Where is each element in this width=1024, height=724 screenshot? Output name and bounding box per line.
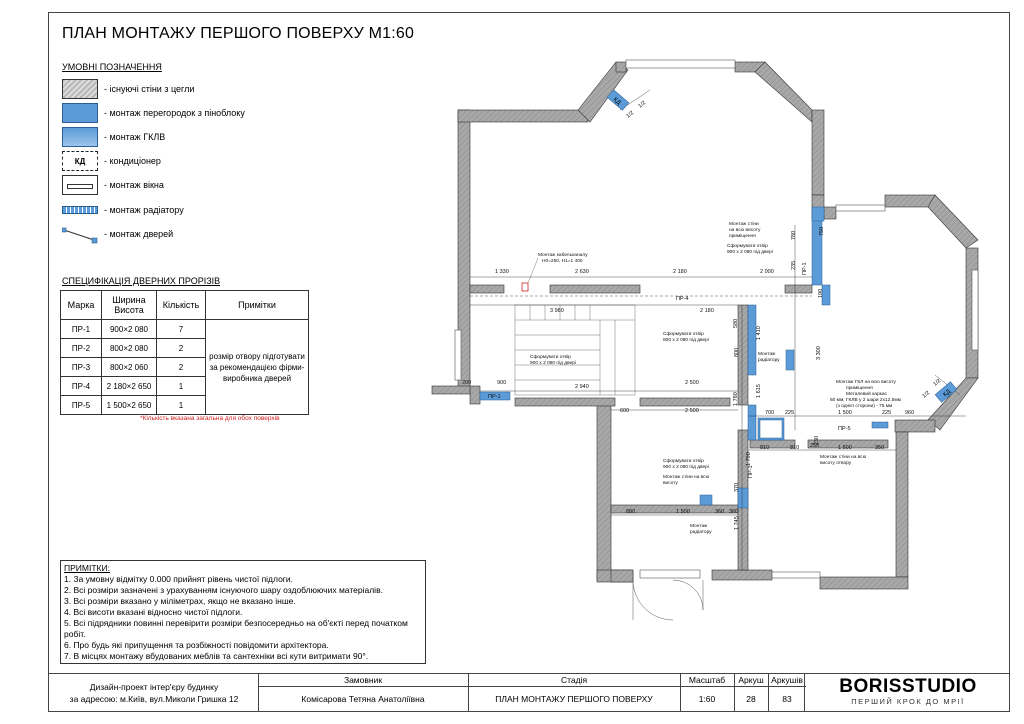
cell-size: 800×2 060: [102, 358, 157, 377]
note-item: 7. В місцях монтажу вбудованих меблів та сантехніки всі кути витримати 90°.: [64, 651, 369, 661]
svg-text:КД: КД: [942, 388, 953, 399]
cell-size: 1 500×2 650: [102, 396, 157, 415]
svg-text:1 330: 1 330: [495, 269, 509, 275]
legend-item-foam: [62, 102, 245, 124]
svg-text:ПР-4: ПР-4: [676, 296, 689, 302]
legend-label: - монтаж ГКЛВ: [104, 132, 166, 142]
svg-text:810: 810: [790, 445, 800, 451]
existing-walls: [432, 62, 978, 589]
svg-text:2 500: 2 500: [685, 380, 699, 386]
svg-text:Монтаж кабельканалу: Монтаж кабельканалу: [538, 253, 588, 258]
gklv-swatch: [62, 127, 98, 147]
legend-label: - монтаж вікна: [104, 180, 164, 190]
svg-text:ПР-1: ПР-1: [802, 262, 808, 275]
svg-text:1 500: 1 500: [838, 445, 852, 451]
page-title: ПЛАН МОНТАЖУ ПЕРШОГО ПОВЕРХУ М1:60: [62, 25, 415, 42]
svg-text:2 180: 2 180: [700, 308, 714, 314]
cell-mark: ПР-3: [61, 358, 102, 377]
legend-label: - монтаж перегородок з піноблоку: [104, 108, 245, 118]
sheet-header: Аркуш: [738, 675, 764, 685]
svg-text:900 x 2 080 під двері: 900 x 2 080 під двері: [727, 250, 773, 255]
svg-text:Монтаж стіни на всю: Монтаж стіни на всю: [663, 475, 710, 480]
legend-label: - монтаж дверей: [104, 229, 174, 239]
svg-text:900: 900: [497, 380, 507, 386]
legend-label: - існуючі стіни з цегли: [104, 84, 195, 94]
svg-text:висоту: висоту: [663, 481, 678, 486]
svg-text:2 630: 2 630: [575, 269, 589, 275]
svg-text:радіатору: радіатору: [758, 358, 780, 363]
cell-mark: ПР-4: [61, 377, 102, 396]
svg-text:Металевий каркас: Металевий каркас: [846, 392, 887, 397]
spec-footnote: *Кількість вказана загальна для обох поверхів: [140, 415, 280, 422]
svg-text:1 745: 1 745: [734, 516, 740, 530]
sheet-number: 28: [746, 694, 756, 704]
svg-text:Монтаж: Монтаж: [758, 352, 776, 357]
svg-text:880: 880: [626, 509, 636, 515]
table-row: [61, 320, 309, 339]
svg-text:2 500: 2 500: [685, 408, 699, 414]
svg-text:1 780: 1 780: [733, 392, 739, 406]
svg-text:900 x 2 080 під двері: 900 x 2 080 під двері: [530, 361, 576, 366]
cell-mark: ПР-1: [61, 320, 102, 339]
svg-text:3 980: 3 980: [550, 308, 564, 314]
window-icon: [62, 175, 98, 195]
cell-note: розмір отвору підготувати за рекомендацією фірми-виробника дверей: [206, 320, 309, 415]
col-header: Кількість: [157, 291, 206, 320]
foam-block-swatch: [62, 103, 98, 123]
svg-text:350: 350: [875, 445, 885, 451]
note-item: 1. За умовну відмітку 0.000 прийнят рівень чистої підлоги.: [64, 574, 294, 584]
svg-text:приміщення: приміщення: [729, 234, 756, 239]
svg-text:Монтаж стіни: Монтаж стіни: [729, 222, 759, 227]
svg-text:235: 235: [791, 260, 797, 270]
note-item: 2. Всі розміри зазначені з урахуванням існуючого шару оздоблюючих матеріалів.: [64, 585, 383, 595]
legend-item-ac: [62, 150, 161, 172]
air-conditioner-icon: КД: [62, 151, 98, 171]
svg-text:ПР-1: ПР-1: [488, 394, 501, 400]
dimension-texts: [462, 227, 914, 530]
svg-text:Монтаж стіни на всю: Монтаж стіни на всю: [820, 455, 867, 460]
cell-size: 800×2 080: [102, 339, 157, 358]
svg-text:2 180: 2 180: [673, 269, 687, 275]
svg-text:1 500: 1 500: [676, 509, 690, 515]
cell-size: 2 180×2 650: [102, 377, 157, 396]
scale-header: Масштаб: [688, 675, 726, 685]
svg-text:H0=250, H1=1 400: H0=250, H1=1 400: [542, 259, 583, 264]
note-item: 3. Всі розміри вказано у міліметрах, якщо не вказано інше.: [64, 596, 296, 606]
svg-text:Монтаж ГКЛ на всю висоту: Монтаж ГКЛ на всю висоту: [836, 380, 896, 385]
svg-text:1 790: 1 790: [746, 452, 752, 466]
svg-text:Монтаж: Монтаж: [690, 524, 708, 529]
svg-text:600: 600: [620, 408, 630, 414]
svg-text:1/2: 1/2: [637, 100, 648, 110]
cell-qty: 1: [157, 396, 206, 415]
svg-text:висоту отвору: висоту отвору: [820, 461, 852, 466]
svg-text:1/2: 1/2: [625, 110, 636, 120]
cell-mark: ПР-5: [61, 396, 102, 415]
svg-text:1/2: 1/2: [932, 378, 943, 388]
svg-text:250: 250: [810, 443, 820, 449]
brick-wall-swatch: [62, 79, 98, 99]
client-header: Замовник: [343, 675, 383, 685]
notes-heading: ПРИМІТКИ:: [64, 563, 110, 573]
svg-text:2 000: 2 000: [760, 269, 774, 275]
note-item: 6. Про будь які припущення та розбіжності повідомити архітектора.: [64, 640, 329, 650]
cell-size: 900×2 080: [102, 320, 157, 339]
svg-text:1/2: 1/2: [921, 390, 932, 400]
cell-qty: 1: [157, 377, 206, 396]
stage-value: ПЛАН МОНТАЖУ ПЕРШОГО ПОВЕРХУ: [495, 694, 653, 704]
svg-text:1 410: 1 410: [756, 326, 762, 340]
svg-text:1 615: 1 615: [756, 384, 762, 398]
note-item: 5. Всі підрядники повинні перевірити розміри безпосередньо на об'єкті перед початком робіт.: [64, 618, 408, 639]
cable-marker: [522, 283, 528, 291]
svg-text:Сформувати отвір: Сформувати отвір: [663, 459, 704, 464]
scale-value: 1:60: [698, 694, 716, 704]
col-header: Марка: [61, 291, 102, 320]
svg-text:960: 960: [905, 410, 915, 416]
svg-text:приміщення: приміщення: [846, 386, 873, 391]
sheets-header: Аркушів: [771, 675, 803, 685]
radiator-icon: [62, 206, 98, 214]
cell-qty: 2: [157, 358, 206, 377]
legend-label: - кондиціонер: [104, 156, 161, 166]
svg-text:ПР-1: ПР-1: [748, 465, 754, 478]
svg-text:на всю висоту: на всю висоту: [729, 228, 761, 233]
svg-text:225: 225: [785, 410, 795, 416]
svg-text:780: 780: [791, 230, 797, 240]
col-header: Ширина Висота: [102, 291, 157, 320]
svg-text:60 мм, ГКЛВ у 2 шари 2х12,5мм: 60 мм, ГКЛВ у 2 шари 2х12,5мм: [830, 398, 901, 403]
svg-text:3 300: 3 300: [816, 346, 822, 360]
stairs: [515, 305, 635, 395]
svg-text:810: 810: [760, 445, 770, 451]
svg-text:370: 370: [734, 482, 740, 492]
svg-text:580: 580: [733, 318, 739, 328]
svg-text:190: 190: [818, 288, 824, 298]
svg-text:1 500: 1 500: [838, 410, 852, 416]
spec-heading: СПЕЦИФІКАЦІЯ ДВЕРНИХ ПРОРІЗІВ: [62, 276, 221, 286]
svg-text:230: 230: [814, 435, 820, 445]
svg-text:700: 700: [765, 410, 775, 416]
svg-text:200: 200: [462, 380, 472, 386]
legend-item-brick: [62, 78, 194, 100]
svg-text:360: 360: [729, 509, 739, 515]
svg-text:900 x 2 080 під двері: 900 x 2 080 під двері: [663, 465, 709, 470]
floor-plan: [420, 55, 980, 630]
cell-qty: 7: [157, 320, 206, 339]
svg-text:ПР-5: ПР-5: [838, 426, 851, 432]
svg-text:Сформувати отвір: Сформувати отвір: [727, 244, 768, 249]
door-spec-table: [60, 290, 309, 415]
notes-box: [60, 560, 426, 664]
legend-item-radiator: [62, 199, 184, 221]
studio-logo: BORISSTUDIO: [839, 676, 977, 697]
project-name: Дизайн-проект інтер'єру будинку: [89, 682, 219, 692]
svg-text:750: 750: [819, 226, 825, 236]
svg-text:радіатору: радіатору: [690, 530, 712, 535]
stage-header: Стадія: [560, 675, 588, 685]
col-header: Примітки: [206, 291, 309, 320]
svg-text:Сформувати отвір: Сформувати отвір: [663, 332, 704, 337]
svg-text:225: 225: [882, 410, 892, 416]
svg-text:2 940: 2 940: [575, 384, 589, 390]
door-icon: [62, 224, 98, 244]
svg-text:800 x 2 080 під двері: 800 x 2 080 під двері: [663, 338, 709, 343]
legend-item-gklv: [62, 126, 165, 148]
legend-item-window: [62, 174, 164, 196]
sheets-total: 83: [782, 694, 792, 704]
legend-item-door: [62, 223, 173, 245]
note-item: 4. Всі висоти вказані відносно чистої підлоги.: [64, 607, 243, 617]
svg-text:800: 800: [734, 347, 740, 357]
ac-units: [607, 90, 957, 403]
project-address: за адресою: м.Київ, вул.Миколи Гришка 12: [69, 694, 239, 704]
svg-text:КД: КД: [611, 96, 622, 107]
cell-qty: 2: [157, 339, 206, 358]
svg-text:Сформувати отвір: Сформувати отвір: [530, 355, 571, 360]
studio-slogan: ПЕРШИЙ КРОК ДО МРІЇ: [851, 697, 965, 706]
legend-label: - монтаж радіатору: [104, 205, 184, 215]
svg-text:(з однієї сторони) - 75 мм: (з однієї сторони) - 75 мм: [836, 404, 893, 409]
client-name: Комісарова Тетяна Анатоліївна: [301, 694, 425, 704]
svg-text:360: 360: [715, 509, 725, 515]
legend-heading: УМОВНІ ПОЗНАЧЕННЯ: [62, 62, 162, 72]
cell-mark: ПР-2: [61, 339, 102, 358]
